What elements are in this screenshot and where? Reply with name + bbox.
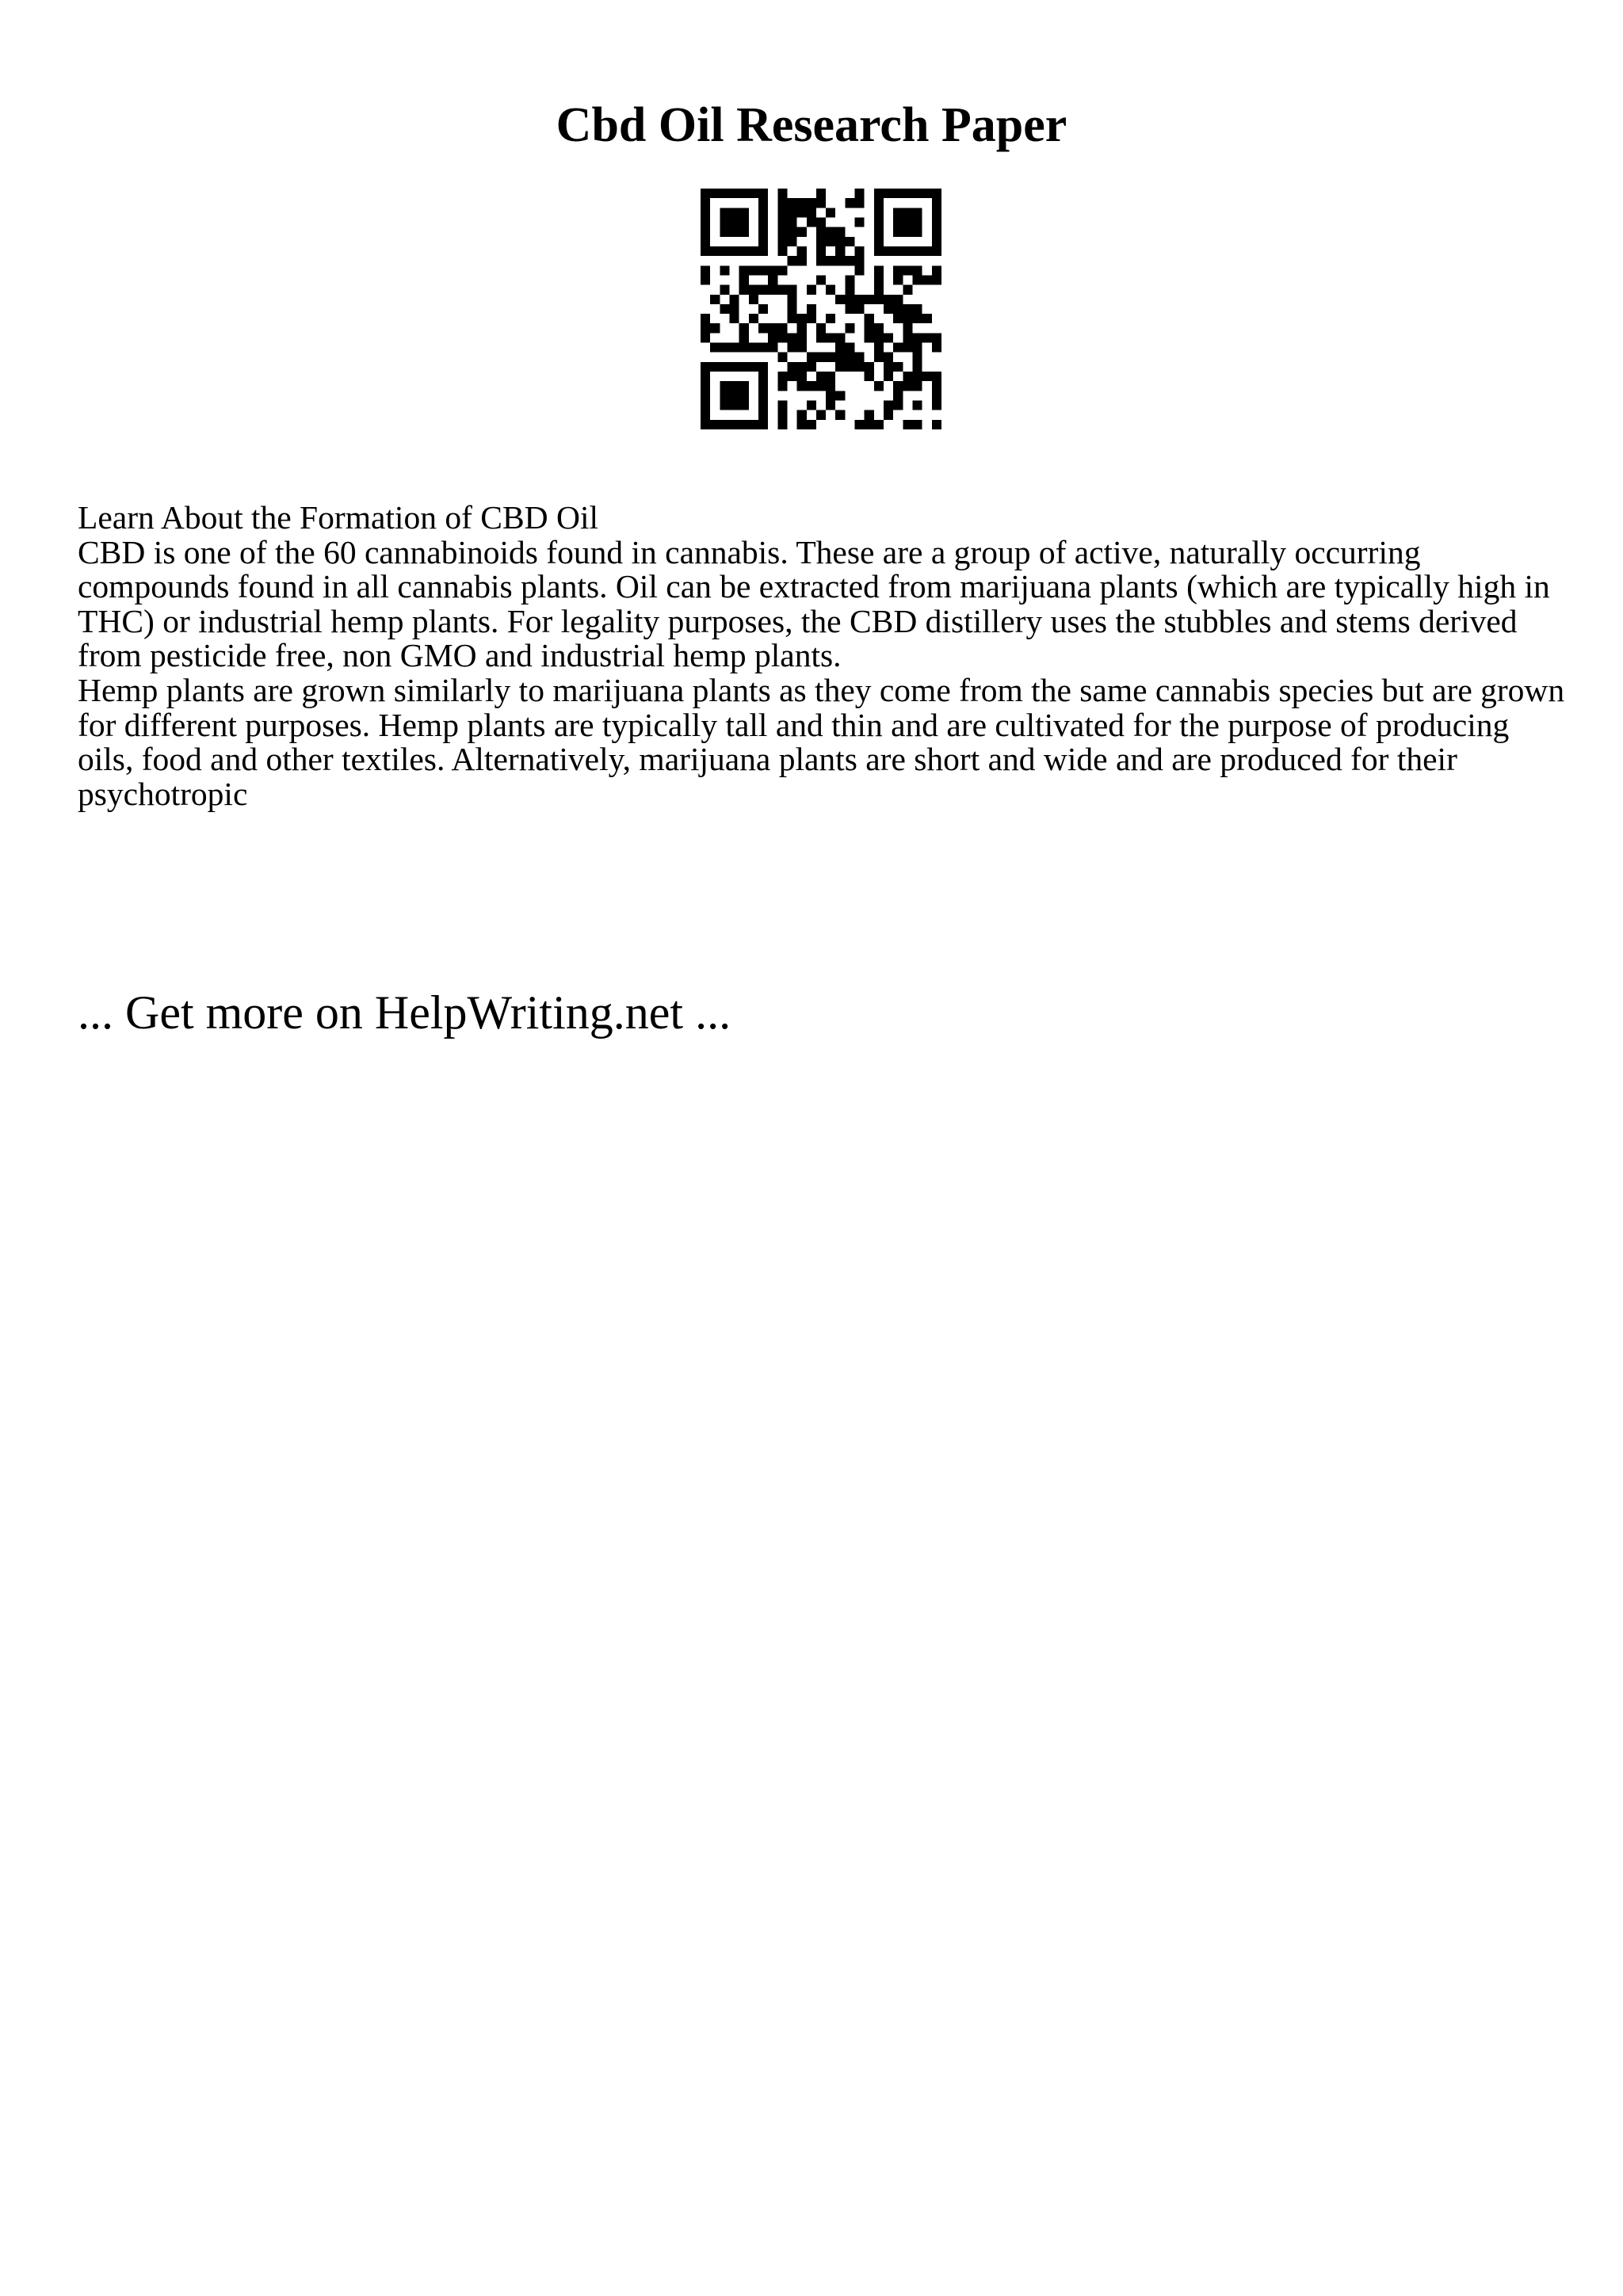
- page-title: Cbd Oil Research Paper: [556, 98, 1067, 152]
- article-paragraph: CBD is one of the 60 cannabinoids found in cannabis. These are a group of active, naturally occurring compounds found in all cannabis plants. Oil can be extracted from marijuana plants (which are typically high in THC) or industrial hemp plants. For legality purposes, the CBD distillery uses the stubbles and stems derived from pesticide free, non GMO and industrial hemp plants.: [78, 533, 1550, 674]
- article-heading: Learn About the Formation of CBD Oil: [78, 499, 599, 536]
- get-more-link[interactable]: ... Get more on HelpWriting.net ...: [78, 986, 731, 1039]
- article-body: [78, 501, 1568, 811]
- article-paragraph: Hemp plants are grown similarly to marijuana plants as they come from the same cannabis species but are grown for different purposes. Hemp plants are typically tall and thin and are cultivated for the purpose of producing oils, food and other textiles. Alternatively, marijuana plants are short and wide and are produced for their psychotropic: [78, 671, 1565, 812]
- qr-code-icon[interactable]: [701, 189, 941, 429]
